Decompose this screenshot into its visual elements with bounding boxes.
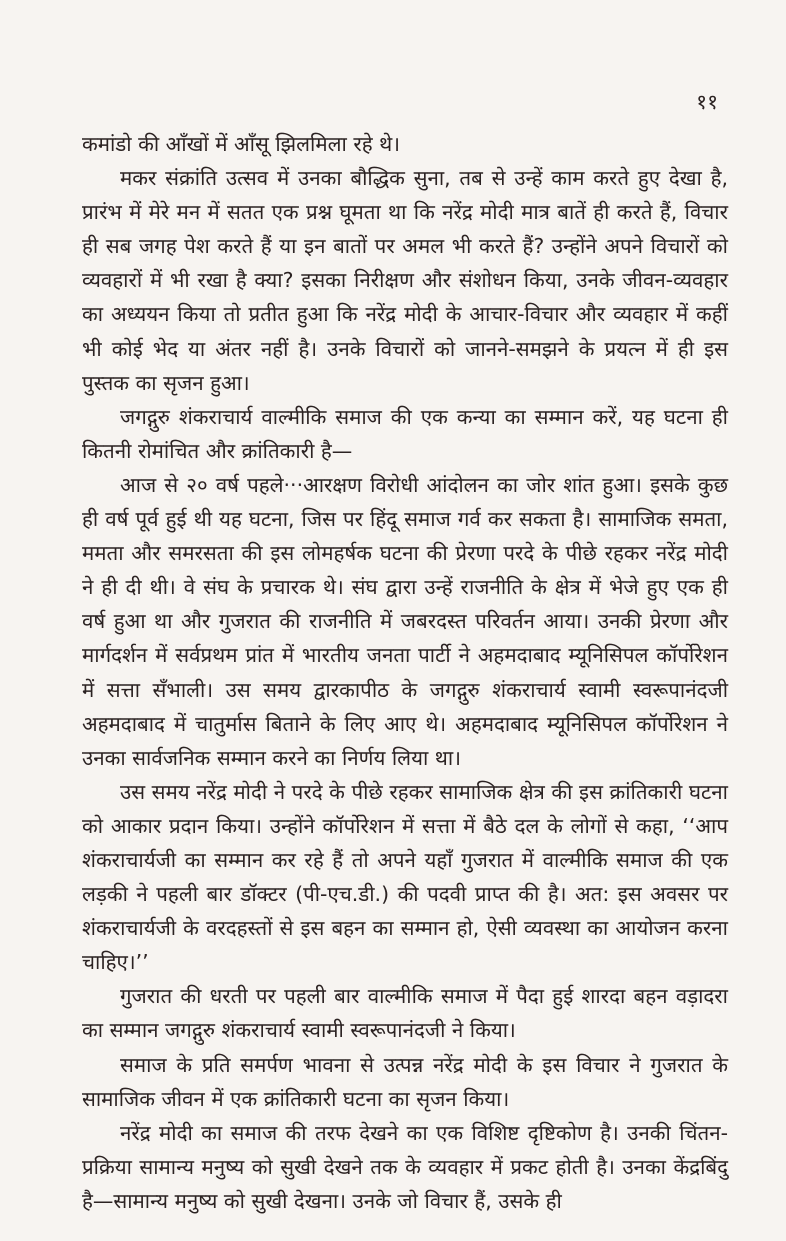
paragraph: मकर संक्रांति उत्सव में उनका बौद्धिक सुना, तब से उन्हें काम करते हुए देखा है, प्रारंभ में मेरे मन में सतत एक प्रश्न घूमता था कि नरेंद्र मोदी मात्र बातें ही करते हैं, विचार ही सब जगह पेश करते हैं या इन बातों पर अमल भी करते हैं? उन्होंने अपने विचारों को व्यवहारों में भी रखा है क्या? इसका निरीक्षण और संशोधन किया, उनके जीवन-व्यवहार का अध्ययन किया तो प्रतीत हुआ कि नरेंद्र मोदी के आचार-विचार और व्यवहार में कहीं भी कोई भेद या अंतर नहीं है। उनके विचारों को जानने-समझने के प्रयत्न में ही इस पुस्तक का सृजन हुआ। [82,166,728,395]
paragraph: जगद्गुरु शंकराचार्य वाल्मीकि समाज की एक कन्या का सम्मान करें, यह घटना ही कितनी रोमांचित और क्रांतिकारी है— [82,404,728,463]
page-body [82,127,728,1218]
paragraph: गुजरात की धरती पर पहली बार वाल्मीकि समाज में पैदा हुई शारदा बहन वड़ादरा का सम्मान जगद्गुरु शंकराचार्य स्वामी स्वरूपानंदजी ने किया। [82,984,728,1043]
paragraph: नरेंद्र मोदी का समाज की तरफ देखने का एक विशिष्ट दृष्टिकोण है। उनकी चिंतन-प्रक्रिया सामान्य मनुष्य को सुखी देखने तक के व्यवहार में प्रकट होती है। उनका केंद्रबिंदु है—सामान्य मनुष्य को सुखी देखना। उनके जो विचार हैं, उसके ही [82,1120,728,1213]
paragraph: कमांडो की आँखों में आँसू झिलमिला रहे थे। [82,132,400,156]
paragraph: समाज के प्रति समर्पण भावना से उत्पन्न नरेंद्र मोदी के इस विचार ने गुजरात के सामाजिक जीवन में एक क्रांतिकारी घटना का सृजन किया। [82,1052,728,1111]
paragraph: उस समय नरेंद्र मोदी ने परदे के पीछे रहकर सामाजिक क्षेत्र की इस क्रांतिकारी घटना को आकार प्रदान किया। उन्होंने कॉर्पोरेशन में सत्ता में बैठे दल के लोगों से कहा, ‘‘आप शंकराचार्यजी का सम्मान कर रहे हैं तो अपने यहाँ गुजरात में वाल्मीकि समाज की एक लड़की ने पहली बार डॉक्टर (पी-एच.डी.) की पदवी प्राप्त की है। अत: इस अवसर पर शंकराचार्यजी के वरदहस्तों से इस बहन का सम्मान हो, ऐसी व्यवस्था का आयोजन करना चाहिए।’’ [82,779,728,975]
paragraph: आज से २० वर्ष पहले···आरक्षण विरोधी आंदोलन का जोर शांत हुआ। इसके कुछ ही वर्ष पूर्व हुई थी यह घटना, जिस पर हिंदू समाज गर्व कर सकता है। सामाजिक समता, ममता और समरसता की इस लोमहर्षक घटना की प्रेरणा परदे के पीछे रहकर नरेंद्र मोदी ने ही दी थी। वे संघ के प्रचारक थे। संघ द्वारा उन्हें राजनीति के क्षेत्र में भेजे हुए एक ही वर्ष हुआ था और गुजरात की राजनीति में जबरदस्त परिवर्तन आया। उनकी प्रेरणा और मार्गदर्शन में सर्वप्रथम प्रांत में भारतीय जनता पार्टी ने अहमदाबाद म्यूनिसिपल कॉर्पोरेशन में सत्ता सँभाली। उस समय द्वारकापीठ के जगद्गुरु शंकराचार्य स्वामी स्वरूपानंदजी अहमदाबाद में चातुर्मास बिताने के लिए आए थे। अहमदाबाद म्यूनिसिपल कॉर्पोरेशन ने उनका सार्वजनिक सम्मान करने का निर्णय लिया था। [82,472,728,770]
page-number: ११ [696,90,718,114]
